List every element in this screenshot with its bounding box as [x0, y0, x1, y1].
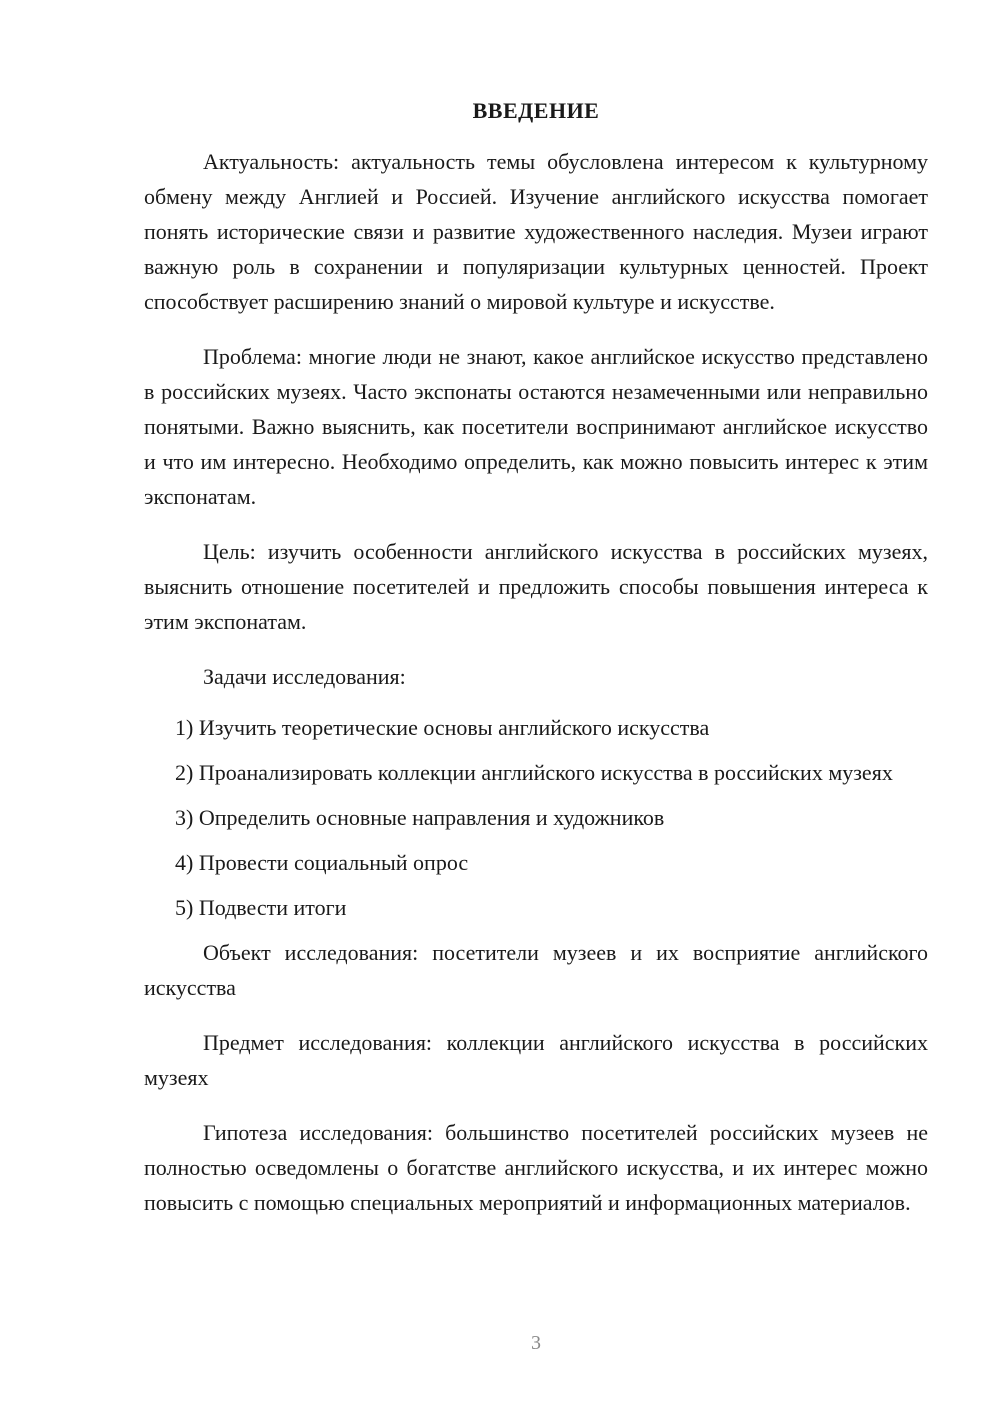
page-content — [144, 96, 928, 1240]
section-title: ВВЕДЕНИЕ — [472, 98, 600, 123]
hypothesis-paragraph: Гипотеза исследования: большинство посетителей российских музеев не полностью осведомлены о богатстве английского искусства, и их интерес можно повысить с помощью специальных мероприятий и информационных материалов. — [144, 1120, 928, 1215]
task-item-1: 1) Изучить теоретические основы английского искусства — [175, 715, 710, 740]
relevance-paragraph: Актуальность: актуальность темы обусловлена интересом к культурному обмену между Англией и Россией. Изучение английского искусства помогает понять исторические связи и развитие художественного наследия. Музеи играют важную роль в сохранении и популяризации культурных ценностей. Проект способствует расширению знаний о мировой культуре и искусстве. — [144, 149, 928, 314]
task-item-2: 2) Проанализировать коллекции английского искусства в российских музеях — [175, 760, 893, 785]
tasks-heading: Задачи исследования: — [203, 664, 406, 689]
task-item-5: 5) Подвести итоги — [175, 895, 347, 920]
task-item-3: 3) Определить основные направления и художников — [175, 805, 665, 830]
subject-paragraph: Предмет исследования: коллекции английского искусства в российских музеях — [144, 1030, 928, 1090]
page-number: 3 — [531, 1332, 541, 1354]
goal-paragraph: Цель: изучить особенности английского искусства в российских музеях, выяснить отношение посетителей и предложить способы повышения интереса к этим экспонатам. — [144, 539, 928, 634]
object-paragraph: Объект исследования: посетители музеев и их восприятие английского искусства — [144, 940, 928, 1000]
task-item-4: 4) Провести социальный опрос — [175, 850, 469, 875]
problem-paragraph: Проблема: многие люди не знают, какое английское искусство представлено в российских музеях. Часто экспонаты остаются незамеченными или неправильно понятыми. Важно выяснить, как посетители воспринимают английское искусство и что им интересно. Необходимо определить, как можно повысить интерес к этим экспонатам. — [144, 344, 928, 509]
